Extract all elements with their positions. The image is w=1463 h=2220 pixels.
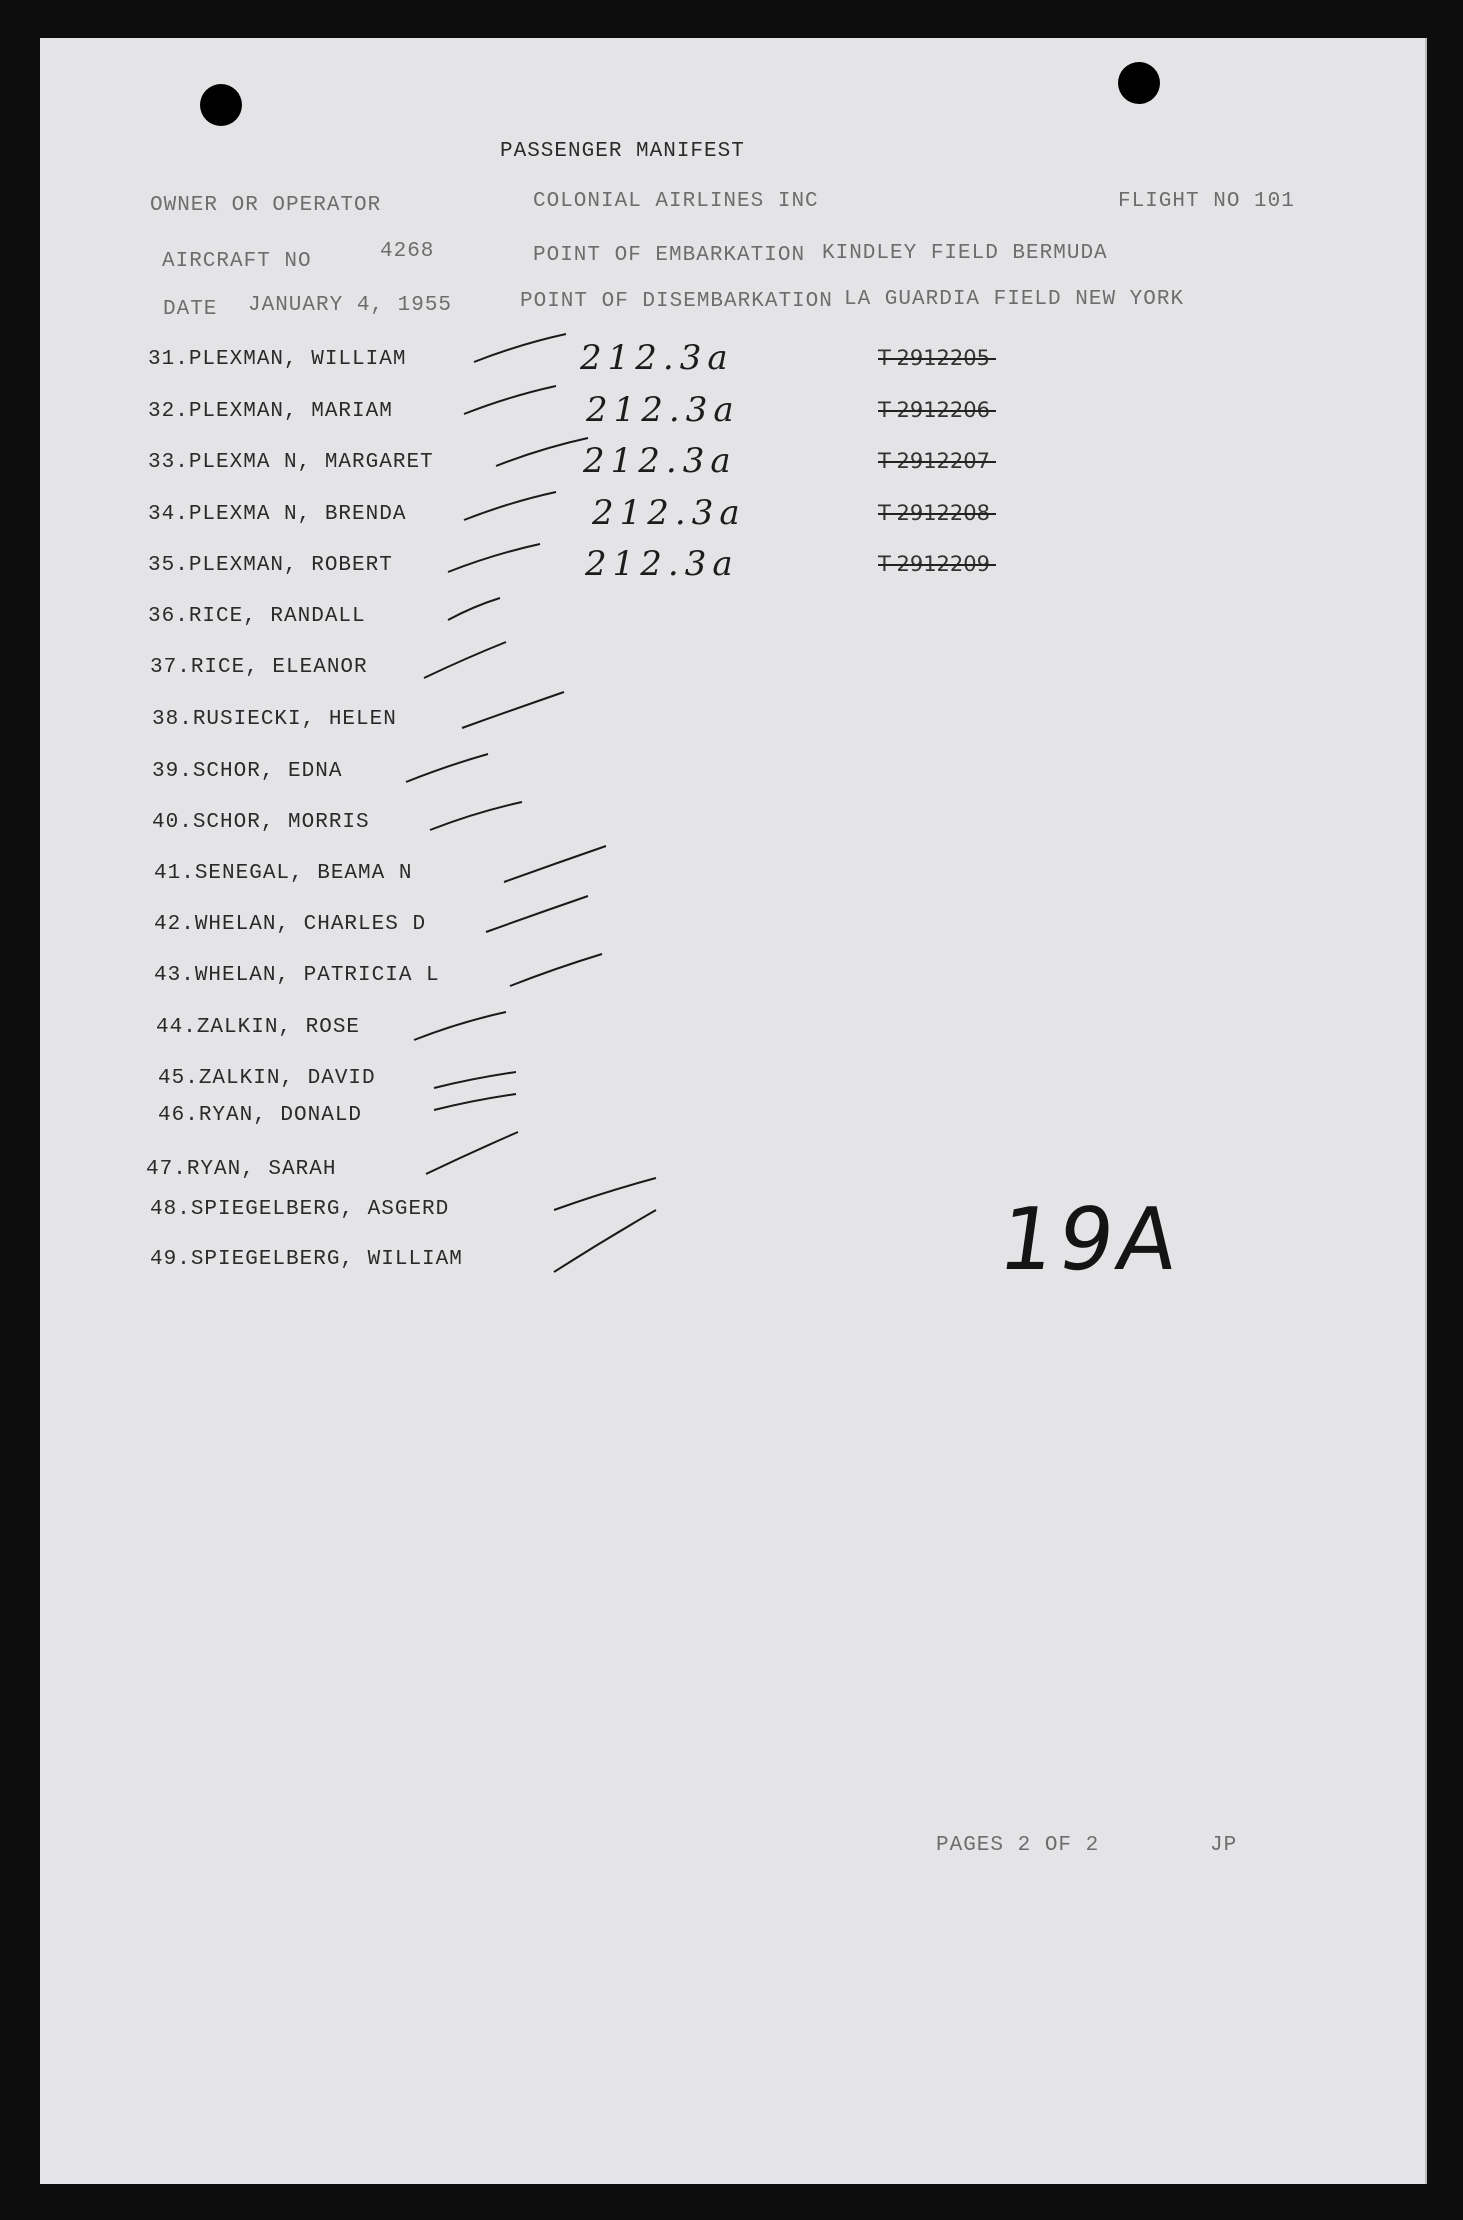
check-mark-icon — [420, 638, 510, 682]
passenger-name: RICE, ELEANOR — [190, 656, 368, 679]
check-mark-icon — [492, 434, 592, 470]
passenger-name: ZALKIN, DAVID — [198, 1067, 376, 1090]
passenger-number: 40. — [152, 811, 193, 834]
ticket-number: T-2912205 — [878, 346, 991, 370]
passenger-name: RUSIECKI, HELEN — [192, 708, 397, 731]
passenger-row — [150, 1248, 463, 1271]
class-code: 212.3a — [580, 338, 734, 378]
passenger-name: PLEXMAN, WILLIAM — [188, 348, 407, 371]
check-mark-icon — [430, 1090, 520, 1114]
ticket-number: T-2912206 — [878, 398, 991, 422]
passenger-name: RYAN, DONALD — [198, 1104, 363, 1127]
passenger-row — [154, 964, 440, 987]
check-mark-icon — [422, 1128, 522, 1178]
passenger-name: SPIEGELBERG, WILLIAM — [190, 1248, 463, 1271]
passenger-number: 46. — [158, 1104, 199, 1127]
check-mark-icon — [460, 382, 560, 418]
flight-label: FLIGHT NO 101 — [1118, 190, 1295, 213]
check-mark-icon — [458, 688, 568, 732]
disembark-label: POINT OF DISEMBARKATION — [520, 290, 833, 313]
passenger-number: 35. — [148, 554, 189, 577]
passenger-number: 41. — [154, 862, 195, 885]
check-mark-icon — [426, 798, 526, 834]
passenger-row — [148, 348, 406, 371]
page-count: PAGES 2 OF 2 — [936, 1834, 1100, 1857]
aircraft-label: AIRCRAFT NO — [162, 250, 312, 273]
check-mark-icon — [506, 950, 606, 990]
check-mark-icon — [470, 330, 570, 366]
punch-hole-right — [1118, 62, 1160, 104]
manifest-title: PASSENGER MANIFEST — [500, 140, 745, 163]
passenger-row — [150, 1198, 449, 1221]
passenger-row — [154, 913, 426, 936]
passenger-name: SCHOR, MORRIS — [192, 811, 370, 834]
punch-hole-left — [200, 84, 242, 126]
passenger-row — [148, 503, 406, 526]
passenger-row — [148, 400, 393, 423]
passenger-name: RICE, RANDALL — [188, 605, 366, 628]
passenger-row — [158, 1104, 362, 1127]
check-mark-icon — [460, 488, 560, 524]
check-mark-icon — [550, 1206, 660, 1276]
check-mark-icon — [402, 750, 492, 786]
passenger-row — [146, 1158, 336, 1181]
owner-label: OWNER OR OPERATOR — [150, 194, 382, 217]
manifest-page — [40, 38, 1427, 2184]
ticket-number: T-2912209 — [878, 552, 991, 576]
passenger-number: 49. — [150, 1248, 191, 1271]
check-mark-icon — [500, 842, 610, 886]
date-label: DATE — [163, 298, 218, 321]
passenger-name: PLEXMAN, ROBERT — [188, 554, 393, 577]
passenger-row — [152, 760, 342, 783]
aircraft-value: 4268 — [380, 240, 435, 263]
passenger-number: 47. — [146, 1158, 187, 1181]
passenger-row — [148, 554, 393, 577]
passenger-number: 36. — [148, 605, 189, 628]
passenger-number: 48. — [150, 1198, 191, 1221]
passenger-row — [156, 1016, 360, 1039]
passenger-number: 39. — [152, 760, 193, 783]
check-mark-icon — [430, 1068, 520, 1092]
ticket-number: T-2912207 — [878, 449, 991, 473]
passenger-number: 37. — [150, 656, 191, 679]
passenger-number: 43. — [154, 964, 195, 987]
check-mark-icon — [444, 540, 544, 576]
embark-value: KINDLEY FIELD BERMUDA — [822, 242, 1108, 265]
check-mark-icon — [410, 1008, 510, 1044]
passenger-name: WHELAN, PATRICIA L — [194, 964, 440, 987]
passenger-row — [150, 656, 368, 679]
date-value: JANUARY 4, 1955 — [248, 294, 453, 317]
passenger-row — [152, 708, 397, 731]
class-code: 212.3a — [583, 441, 737, 481]
class-code: 212.3a — [592, 493, 746, 533]
passenger-name: SCHOR, EDNA — [192, 760, 343, 783]
typist-initials: JP — [1210, 1834, 1238, 1857]
passenger-name: SENEGAL, BEAMA N — [194, 862, 413, 885]
passenger-row — [152, 811, 370, 834]
class-code: 212.3a — [585, 544, 739, 584]
passenger-row — [154, 862, 412, 885]
passenger-name: SPIEGELBERG, ASGERD — [190, 1198, 450, 1221]
passenger-row — [148, 451, 434, 474]
embark-label: POINT OF EMBARKATION — [533, 244, 806, 267]
passenger-name: ZALKIN, ROSE — [196, 1016, 361, 1039]
passenger-number: 34. — [148, 503, 189, 526]
check-mark-icon — [444, 594, 504, 624]
passenger-number: 33. — [148, 451, 189, 474]
passenger-row — [148, 605, 366, 628]
passenger-name: PLEXMA N, BRENDA — [188, 503, 407, 526]
passenger-name: PLEXMAN, MARIAM — [188, 400, 393, 423]
owner-value: COLONIAL AIRLINES INC — [533, 190, 819, 213]
passenger-number: 44. — [156, 1016, 197, 1039]
folio-number: 19A — [992, 1190, 1188, 1290]
passenger-name: PLEXMA N, MARGARET — [188, 451, 434, 474]
passenger-number: 42. — [154, 913, 195, 936]
passenger-name: RYAN, SARAH — [186, 1158, 337, 1181]
passenger-number: 32. — [148, 400, 189, 423]
passenger-number: 38. — [152, 708, 193, 731]
passenger-name: WHELAN, CHARLES D — [194, 913, 427, 936]
ticket-number: T-2912208 — [878, 501, 991, 525]
passenger-row — [158, 1067, 376, 1090]
check-mark-icon — [482, 892, 592, 936]
passenger-number: 45. — [158, 1067, 199, 1090]
passenger-number: 31. — [148, 348, 189, 371]
class-code: 212.3a — [586, 390, 740, 430]
disembark-value: LA GUARDIA FIELD NEW YORK — [844, 288, 1185, 311]
